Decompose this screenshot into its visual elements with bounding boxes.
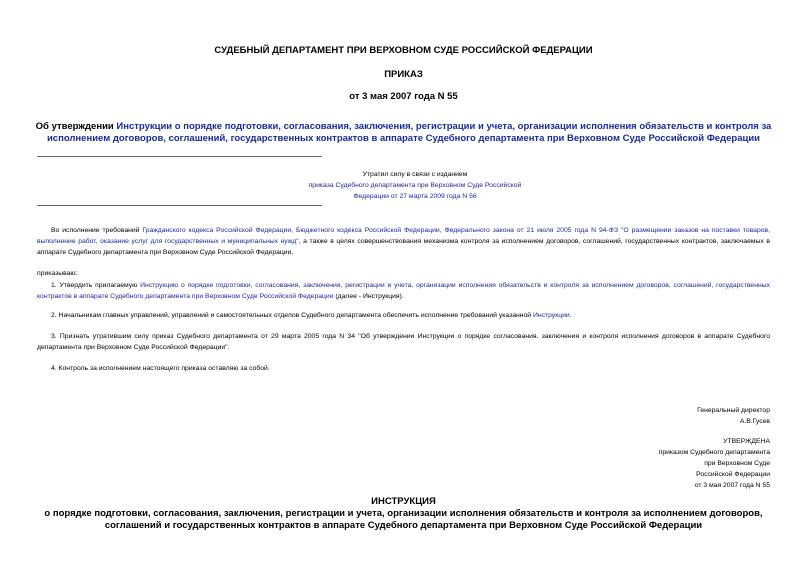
signature-name: А.В.Гусев [739, 418, 770, 425]
title-prefix: Об утверждении [35, 121, 117, 132]
approval-line-5: от 3 мая 2007 года N 55 [694, 482, 770, 489]
order-word: приказываю: [37, 270, 78, 277]
item2-instruction-link[interactable]: Инструкции [532, 312, 570, 319]
instruction-heading: ИНСТРУКЦИЯ [371, 496, 436, 507]
approval-line-3: при Верховном Суде [704, 460, 770, 467]
item1-end: (далее - Инструкция). [333, 293, 404, 300]
legislation-link[interactable]: Гражданского кодекса Российской Федерации, Бюджетного кодекса Российской Федерации, Федерального закона от 21 июля 2005 года N 94-ФЗ "О размещении заказов на поставки товаров, выполнение работ, оказание услуг для государственных и муниципальных нужд" [37, 227, 771, 245]
order-item-1 [37, 280, 770, 302]
approval-line-1: УТВЕРЖДЕНА [723, 438, 770, 445]
item2-end: . [569, 312, 572, 319]
item1-start: 1. Утвердить прилагаемую [51, 282, 141, 289]
revoked-order-link[interactable]: приказа Судебного департамента при Верховном Суде Российской Федерации от 27 марта 2009 года N 56 [308, 182, 522, 200]
order-heading: ПРИКАЗ [384, 69, 423, 80]
revoked-line: Утратил силу в связи с изданием [362, 171, 468, 178]
divider-top [37, 156, 322, 157]
order-date: от 3 мая 2007 года N 55 [349, 91, 458, 102]
preamble-paragraph [37, 225, 770, 258]
title-instruction-link[interactable]: Инструкции о порядке подготовки, согласования, заключения, регистрации и учета, организации исполнения обязательств и контроля за исполнением договоров, соглашений, государственных контрактов в аппарате Судебного департамента при Верховном Суде Российской Федерации [46, 121, 772, 144]
department-heading: СУДЕБНЫЙ ДЕПАРТАМЕНТ ПРИ ВЕРХОВНОМ СУДЕ РОССИЙСКОЙ ФЕДЕРАЦИИ [214, 45, 593, 56]
approval-block [570, 436, 770, 491]
instruction-subtitle: о порядке подготовки, согласования, заключения, регистрации и учета, организации исполнения обязательств и контроля за исполнением договоров, соглашений и государственных контрактов в аппарате Судебного департамента при Верховном Суде Российской Федерации [44, 508, 763, 531]
preamble-end: , а также в целях совершенствования механизма контроля за исполнением договоров, соглашений, государственных контрактов, заключаемых в аппарате Судебного департамента при Верховном Суде Российской Федерации, [37, 238, 770, 256]
item2-start: 2. Начальникам главных управлений, управлений и самостоятельных отделов Судебного департамента обеспечить исполнение требований указанной [51, 312, 533, 319]
item1-instruction-link[interactable]: Инструкцию о порядке подготовки, согласования, заключения, регистрации и учета, организации исполнения обязательств и контроля за исполнением договоров, соглашений, государственных контрактов в аппарате Судебного департамента при Верховном Суде Российской Федерации [37, 282, 770, 300]
approval-line-2: приказом Судебного департамента [658, 449, 770, 456]
approval-line-4: Российской Федерации [696, 471, 770, 478]
preamble-start: Во исполнение требований [51, 227, 143, 234]
revoked-note [290, 169, 540, 202]
order-item-3: 3. Признать утратившим силу приказ Судебного департамента от 29 марта 2005 года N 34 "Об утверждении Инструкции о порядке согласования, заключения и контроля исполнения договоров в аппарате Судебного департамента при Верховном Суде Российской Федерации". [37, 333, 770, 351]
signature-position: Генеральный директор [697, 407, 770, 414]
order-item-4: 4. Контроль за исполнением настоящего приказа оставляю за собой. [51, 365, 270, 372]
signature-block [570, 405, 770, 427]
divider-bottom [37, 205, 322, 206]
order-item-2 [37, 310, 770, 321]
order-title [30, 121, 777, 145]
